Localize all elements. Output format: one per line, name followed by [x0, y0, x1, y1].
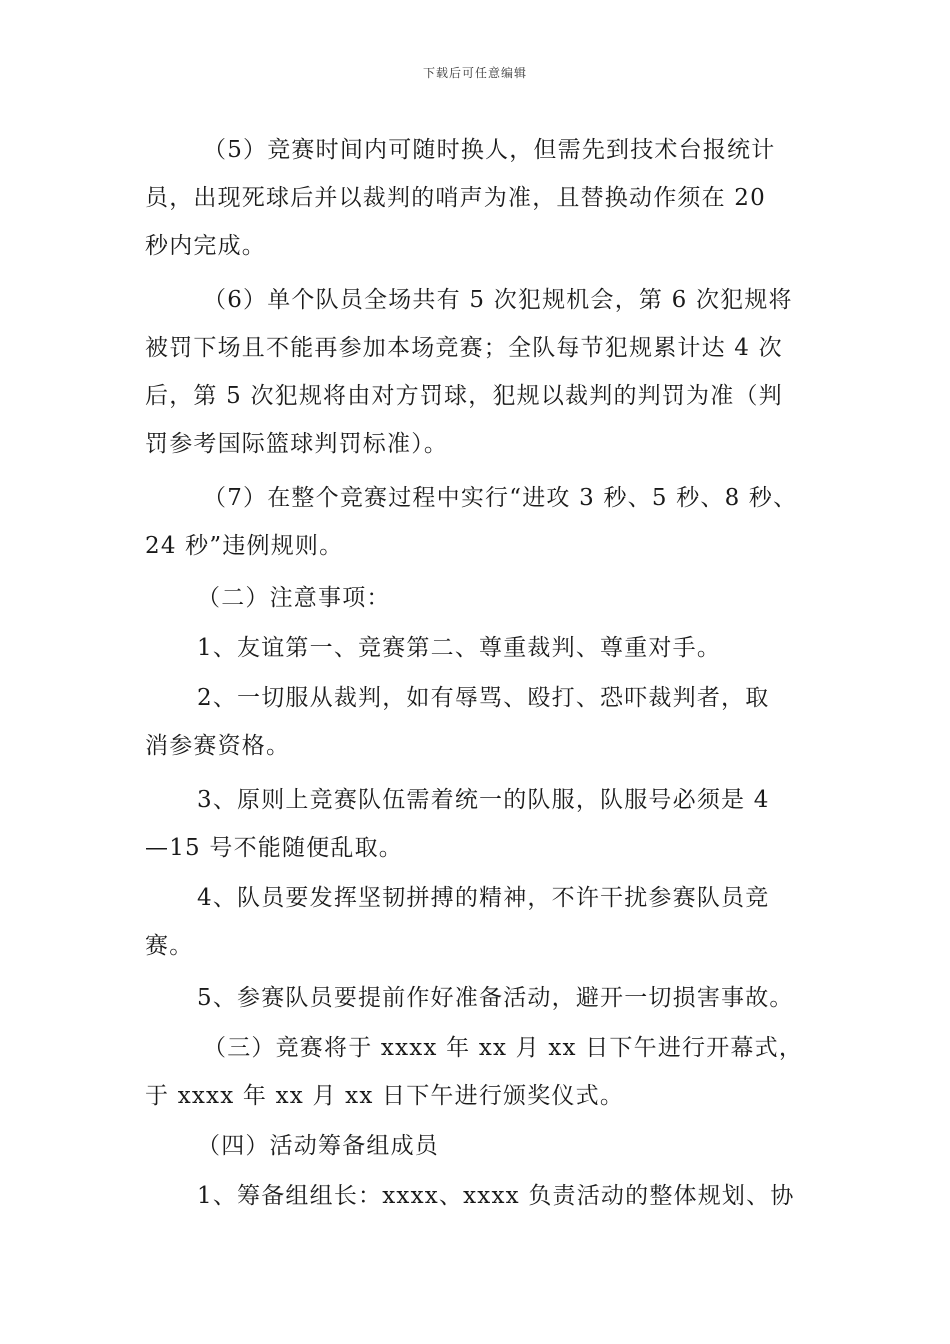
- text-line: （6）单个队员全场共有 5 次犯规机会，第 6 次犯规将: [203, 287, 793, 313]
- page-header: 下载后可任意编辑: [422, 66, 527, 80]
- text-line: （四）活动筹备组成员: [197, 1133, 439, 1159]
- text-line: 后，第 5 次犯规将由对方罚球，犯规以裁判的判罚为准（判: [145, 383, 783, 409]
- text-line: 5、参赛队员要提前作好准备活动，避开一切损害事故。: [197, 985, 794, 1011]
- rule-paragraph-5: [145, 126, 815, 270]
- note-item-5: [145, 974, 815, 1022]
- section-ceremony: [145, 1024, 815, 1120]
- text-line: （三）竞赛将于 xxxx 年 xx 月 xx 日下午进行开幕式，: [203, 1035, 804, 1061]
- text-line: 员，出现死球后并以裁判的哨声为准，且替换动作须在 20: [145, 185, 766, 211]
- text-line: 秒内完成。: [145, 233, 266, 259]
- text-line: —15 号不能随便乱取。: [145, 835, 403, 861]
- text-line: 消参赛资格。: [145, 733, 291, 759]
- note-item-3: [145, 776, 815, 872]
- note-item-1: [145, 624, 815, 672]
- text-line: （二）注意事项：: [197, 585, 391, 611]
- note-item-2: [145, 674, 815, 770]
- text-line: 于 xxxx 年 xx 月 xx 日下午进行颁奖仪式。: [145, 1083, 625, 1109]
- text-line: （7）在整个竞赛过程中实行“进攻 3 秒、5 秒、8 秒、: [203, 485, 798, 511]
- rule-paragraph-6: [145, 276, 815, 468]
- text-line: 3、原则上竞赛队伍需着统一的队服，队服号必须是 4: [197, 787, 770, 813]
- note-item-4: [145, 874, 815, 970]
- text-line: 赛。: [145, 933, 194, 959]
- text-line: 24 秒”违例规则。: [145, 533, 344, 559]
- text-line: 1、筹备组组长：xxxx、xxxx 负责活动的整体规划、协: [197, 1183, 795, 1209]
- text-line: 4、队员要发挥坚韧拼搏的精神，不许干扰参赛队员竞: [197, 885, 770, 911]
- text-line: 2、一切服从裁判，如有辱骂、殴打、恐吓裁判者，取: [197, 685, 770, 711]
- rule-paragraph-7: [145, 474, 815, 570]
- text-line: 1、友谊第一、竞赛第二、尊重裁判、尊重对手。: [197, 635, 722, 661]
- text-line: （5）竞赛时间内可随时换人，但需先到技术台报统计: [203, 137, 776, 163]
- section-heading-notes: [145, 574, 815, 622]
- text-line: 被罚下场且不能再参加本场竞赛；全队每节犯规累计达 4 次: [145, 335, 783, 361]
- text-line: 罚参考国际篮球判罚标准）。: [145, 431, 449, 457]
- organizer-item-1: [145, 1172, 815, 1220]
- section-organizers: [145, 1122, 815, 1170]
